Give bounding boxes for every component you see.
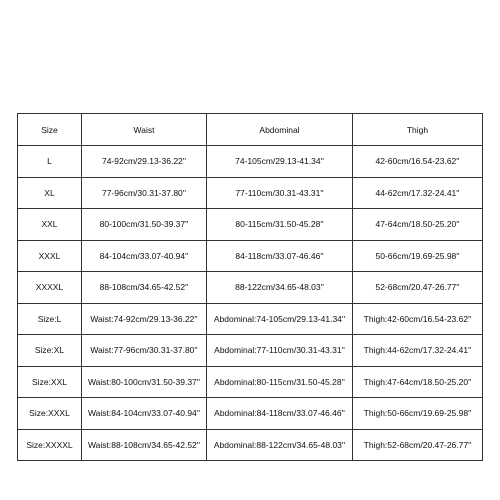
cell-size: XXXL — [18, 240, 82, 272]
cell-abdominal: 74-105cm/29.13-41.34'' — [207, 146, 353, 178]
table-row — [18, 366, 483, 398]
table-row — [18, 429, 483, 461]
cell-size: Size:XXXXL — [18, 429, 82, 461]
cell-size: XXXXL — [18, 272, 82, 304]
cell-abdominal: Abdominal:80-115cm/31.50-45.28'' — [207, 366, 353, 398]
table-row — [18, 398, 483, 430]
cell-thigh: 44-62cm/17.32-24.41'' — [353, 177, 483, 209]
cell-thigh: Thigh:44-62cm/17.32-24.41'' — [353, 335, 483, 367]
cell-thigh: Thigh:47-64cm/18.50-25.20'' — [353, 366, 483, 398]
cell-waist: Waist:88-108cm/34.65-42.52'' — [82, 429, 207, 461]
table-row — [18, 240, 483, 272]
cell-size: Size:L — [18, 303, 82, 335]
cell-abdominal: Abdominal:77-110cm/30.31-43.31'' — [207, 335, 353, 367]
cell-thigh: 52-68cm/20.47-26.77'' — [353, 272, 483, 304]
header-row — [18, 114, 483, 146]
cell-abdominal: 88-122cm/34.65-48.03'' — [207, 272, 353, 304]
table-row — [18, 177, 483, 209]
cell-abdominal: Abdominal:88-122cm/34.65-48.03'' — [207, 429, 353, 461]
cell-waist: 77-96cm/30.31-37.80'' — [82, 177, 207, 209]
cell-thigh: Thigh:42-60cm/16.54-23.62'' — [353, 303, 483, 335]
cell-waist: Waist:74-92cm/29.13-36.22'' — [82, 303, 207, 335]
table-row — [18, 303, 483, 335]
header-size: Size — [18, 114, 82, 146]
cell-thigh: 42-60cm/16.54-23.62'' — [353, 146, 483, 178]
cell-size: XL — [18, 177, 82, 209]
cell-abdominal: 77-110cm/30.31-43.31'' — [207, 177, 353, 209]
table-row — [18, 209, 483, 241]
cell-size: Size:XXXL — [18, 398, 82, 430]
cell-size: XXL — [18, 209, 82, 241]
cell-waist: 74-92cm/29.13-36.22'' — [82, 146, 207, 178]
cell-thigh: Thigh:52-68cm/20.47-26.77'' — [353, 429, 483, 461]
cell-waist: Waist:77-96cm/30.31-37.80'' — [82, 335, 207, 367]
cell-abdominal: 80-115cm/31.50-45.28'' — [207, 209, 353, 241]
cell-size: Size:XL — [18, 335, 82, 367]
table-row — [18, 272, 483, 304]
cell-thigh: 47-64cm/18.50-25.20'' — [353, 209, 483, 241]
cell-waist: 88-108cm/34.65-42.52'' — [82, 272, 207, 304]
cell-size: Size:XXL — [18, 366, 82, 398]
cell-waist: 80-100cm/31.50-39.37'' — [82, 209, 207, 241]
cell-waist: Waist:84-104cm/33.07-40.94'' — [82, 398, 207, 430]
cell-waist: 84-104cm/33.07-40.94'' — [82, 240, 207, 272]
cell-abdominal: 84-118cm/33.07-46.46'' — [207, 240, 353, 272]
cell-thigh: 50-66cm/19.69-25.98'' — [353, 240, 483, 272]
cell-abdominal: Abdominal:74-105cm/29.13-41.34'' — [207, 303, 353, 335]
header-waist: Waist — [82, 114, 207, 146]
header-thigh: Thigh — [353, 114, 483, 146]
cell-size: L — [18, 146, 82, 178]
cell-waist: Waist:80-100cm/31.50-39.37'' — [82, 366, 207, 398]
cell-abdominal: Abdominal:84-118cm/33.07-46.46'' — [207, 398, 353, 430]
table-row — [18, 146, 483, 178]
header-abdominal: Abdominal — [207, 114, 353, 146]
table-row — [18, 335, 483, 367]
size-chart-table — [17, 113, 483, 461]
cell-thigh: Thigh:50-66cm/19.69-25.98'' — [353, 398, 483, 430]
